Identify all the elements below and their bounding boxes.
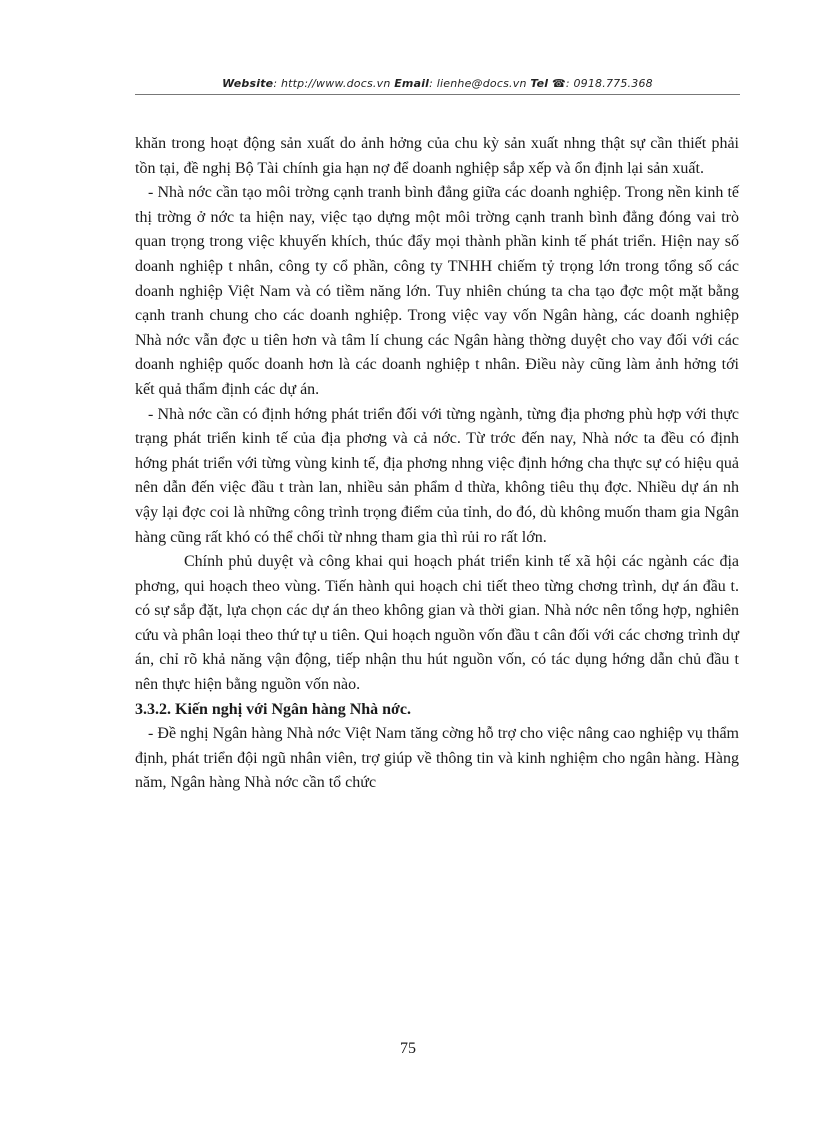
paragraph-state-bank: - Đề nghị Ngân hàng Nhà nớc Việt Nam tăng cờng hỗ trợ cho việc nâng cao nghiệp vụ thẩm định, phát triển đội ngũ nhân viên, trợ giúp về thông tin và kinh nghiệm cho ngân hàng. Hàng năm, Ngân hàng Nhà nớc cần tổ chức [135, 725, 739, 792]
email-value: : lienhe@docs.vn [429, 77, 527, 90]
header-rule [135, 94, 740, 95]
tel-value: : 0918.775.368 [565, 77, 653, 90]
paragraph-continuation: khăn trong hoạt động sản xuất do ảnh hởng của chu kỳ sản xuất nhng thật sự cần thiết phải tồn tại, đề nghị Bộ Tài chính gia hạn nợ để doanh nghiệp sắp xếp và ổn định lại sản xuất. [135, 135, 739, 177]
website-value: : http://www.docs.vn [273, 77, 391, 90]
paragraph-planning: Chính phủ duyệt và công khai qui hoạch phát triển kinh tế xã hội các ngành các địa phơng, qui hoạch theo vùng. Tiến hành qui hoạch chi tiết theo từng chơng trình, dự án đầu t. có sự sắp đặt, lựa chọn các dự án theo không gian và thời gian. Nhà nớc nên tổng hợp, nghiên cứu và phân loại theo thứ tự u tiên. Qui hoạch nguồn vốn đầu t cân đối với các chơng trình dự án, chỉ rõ khả năng vận động, tiếp nhận thu hút nguồn vốn, có tác dụng hớng dẫn chủ đầu t nên thực hiện bằng nguồn vốn nào. [135, 553, 739, 694]
phone-icon: ☎ [551, 77, 566, 90]
paragraph-orientation: - Nhà nớc cần có định hớng phát triển đối với từng ngành, từng địa phơng phù hợp với thực trạng phát triển kinh tế của địa phơng và cả nớc. Từ trớc đến nay, Nhà nớc ta đều có định hớng phát triển với từng vùng kinh tế, địa phơng nhng việc định hớng cha thực sự có hiệu quả nên dẫn đến việc đầu t tràn lan, nhiều sản phẩm d thừa, không tiêu thụ đợc. Nhiều dự án nh vậy lại đợc coi là những công trình trọng điểm của tỉnh, do đó, dù không muốn tham gia Ngân hàng cũng rất khó có thể chối từ nhng tham gia thì rủi ro rất lớn. [135, 405, 739, 546]
section-heading: 3.3.2. Kiến nghị với Ngân hàng Nhà nớc. [135, 700, 411, 718]
page-number: 75 [400, 1040, 416, 1057]
email-label: Email [394, 77, 430, 90]
page-body [135, 132, 739, 796]
tel-label: Tel [530, 77, 549, 90]
page-header [135, 77, 740, 93]
paragraph-competition: - Nhà nớc cần tạo môi trờng cạnh tranh bình đẳng giữa các doanh nghiệp. Trong nền kinh tế thị trờng ở nớc ta hiện nay, việc tạo dựng một môi trờng cạnh tranh bình đẳng đóng vai trò quan trọng trong việc khuyến khích, thúc đẩy mọi thành phần kinh tế phát triển. Hiện nay số doanh nghiệp t nhân, công ty cổ phần, công ty TNHH chiếm tỷ trọng lớn trong tổng số các doanh nghiệp Việt Nam và có tiềm năng lớn. Tuy nhiên chúng ta cha tạo đợc một mặt bằng cạnh tranh chung cho các doanh nghiệp. Trong việc vay vốn Ngân hàng, các doanh nghiệp Nhà nớc vẫn đợc u tiên hơn và tâm lí chung các Ngân hàng thờng duyệt cho vay đối với các doanh nghiệp quốc doanh hơn là các doanh nghiệp t nhân. Điều này cũng làm ảnh hởng tới kết quả thẩm định các dự án. [135, 184, 739, 398]
website-label: Website [222, 77, 274, 90]
